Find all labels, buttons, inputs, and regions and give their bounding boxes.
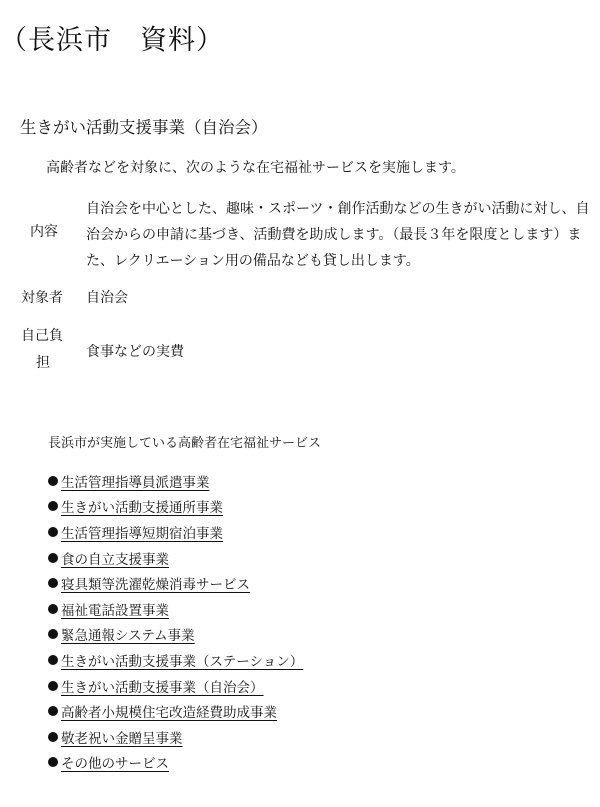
cost-label-line1: 自己負 [21, 328, 63, 344]
list-item [48, 468, 303, 494]
list-item [48, 724, 303, 750]
list-item [48, 596, 303, 622]
bullet-icon [48, 681, 58, 691]
bullet-icon [48, 501, 58, 511]
service-link[interactable]: 生活管理指導短期宿泊事業 [61, 525, 223, 542]
content-line: 自治会を中心とした、趣味・スポーツ・創作活動などの生きがい活動に対し、自 [86, 201, 590, 217]
content-line: た、レクリエーション用の備品なども貸し出します。 [86, 253, 420, 269]
service-link[interactable]: 敬老祝い金贈呈事業 [61, 730, 183, 747]
intro-text: 高齢者などを対象に、次のような在宅福祉サービスを実施します。 [46, 160, 465, 176]
cost-value: 食事などの実費 [86, 344, 184, 360]
section-title: 生きがい活動支援事業（自治会） [20, 118, 268, 137]
bullet-icon [48, 732, 58, 742]
service-link[interactable]: 生きがい活動支援事業（ステーション） [61, 653, 304, 670]
cost-label-line2: 担 [36, 355, 50, 371]
bullet-icon [48, 629, 58, 639]
bullet-icon [48, 527, 58, 537]
bullet-icon [48, 655, 58, 665]
service-link[interactable]: 緊急通報システム事業 [61, 628, 195, 645]
content-line: 治会からの申請に基づき、活動費を助成します。（最長３年を限度とします）ま [86, 227, 582, 243]
list-item [48, 622, 303, 648]
list-item [48, 673, 303, 699]
bullet-icon [48, 553, 58, 563]
bullet-icon [48, 706, 58, 716]
bullet-icon [48, 604, 58, 614]
service-link[interactable]: 生きがい活動支援事業（自治会） [61, 679, 264, 696]
bullet-icon [48, 476, 58, 486]
bullet-icon [48, 757, 58, 767]
content-description [86, 196, 596, 274]
content-label: 内容 [30, 224, 58, 240]
bullet-icon [48, 578, 58, 588]
document-title: （長浜市 資料） [0, 25, 224, 56]
list-item [48, 647, 303, 673]
list-item [48, 570, 303, 596]
service-link[interactable]: 福祉電話設置事業 [61, 602, 169, 619]
list-item [48, 494, 303, 520]
target-label: 対象者 [21, 290, 63, 306]
service-link[interactable]: 高齢者小規模住宅改造経費助成事業 [61, 705, 277, 722]
service-link[interactable]: 食の自立支援事業 [61, 551, 169, 568]
service-link[interactable]: 生活管理指導員派遣事業 [61, 474, 210, 491]
service-link[interactable]: その他のサービス [61, 756, 169, 773]
service-link[interactable]: 生きがい活動支援通所事業 [61, 500, 223, 517]
list-item [48, 750, 303, 776]
services-heading: 長浜市が実施している高齢者在宅福祉サービス [48, 436, 322, 451]
list-item [48, 519, 303, 545]
target-value: 自治会 [86, 290, 128, 306]
list-item [48, 545, 303, 571]
list-item [48, 698, 303, 724]
service-link[interactable]: 寝具類等洗濯乾燥消毒サービス [61, 577, 250, 594]
services-list [48, 468, 303, 775]
